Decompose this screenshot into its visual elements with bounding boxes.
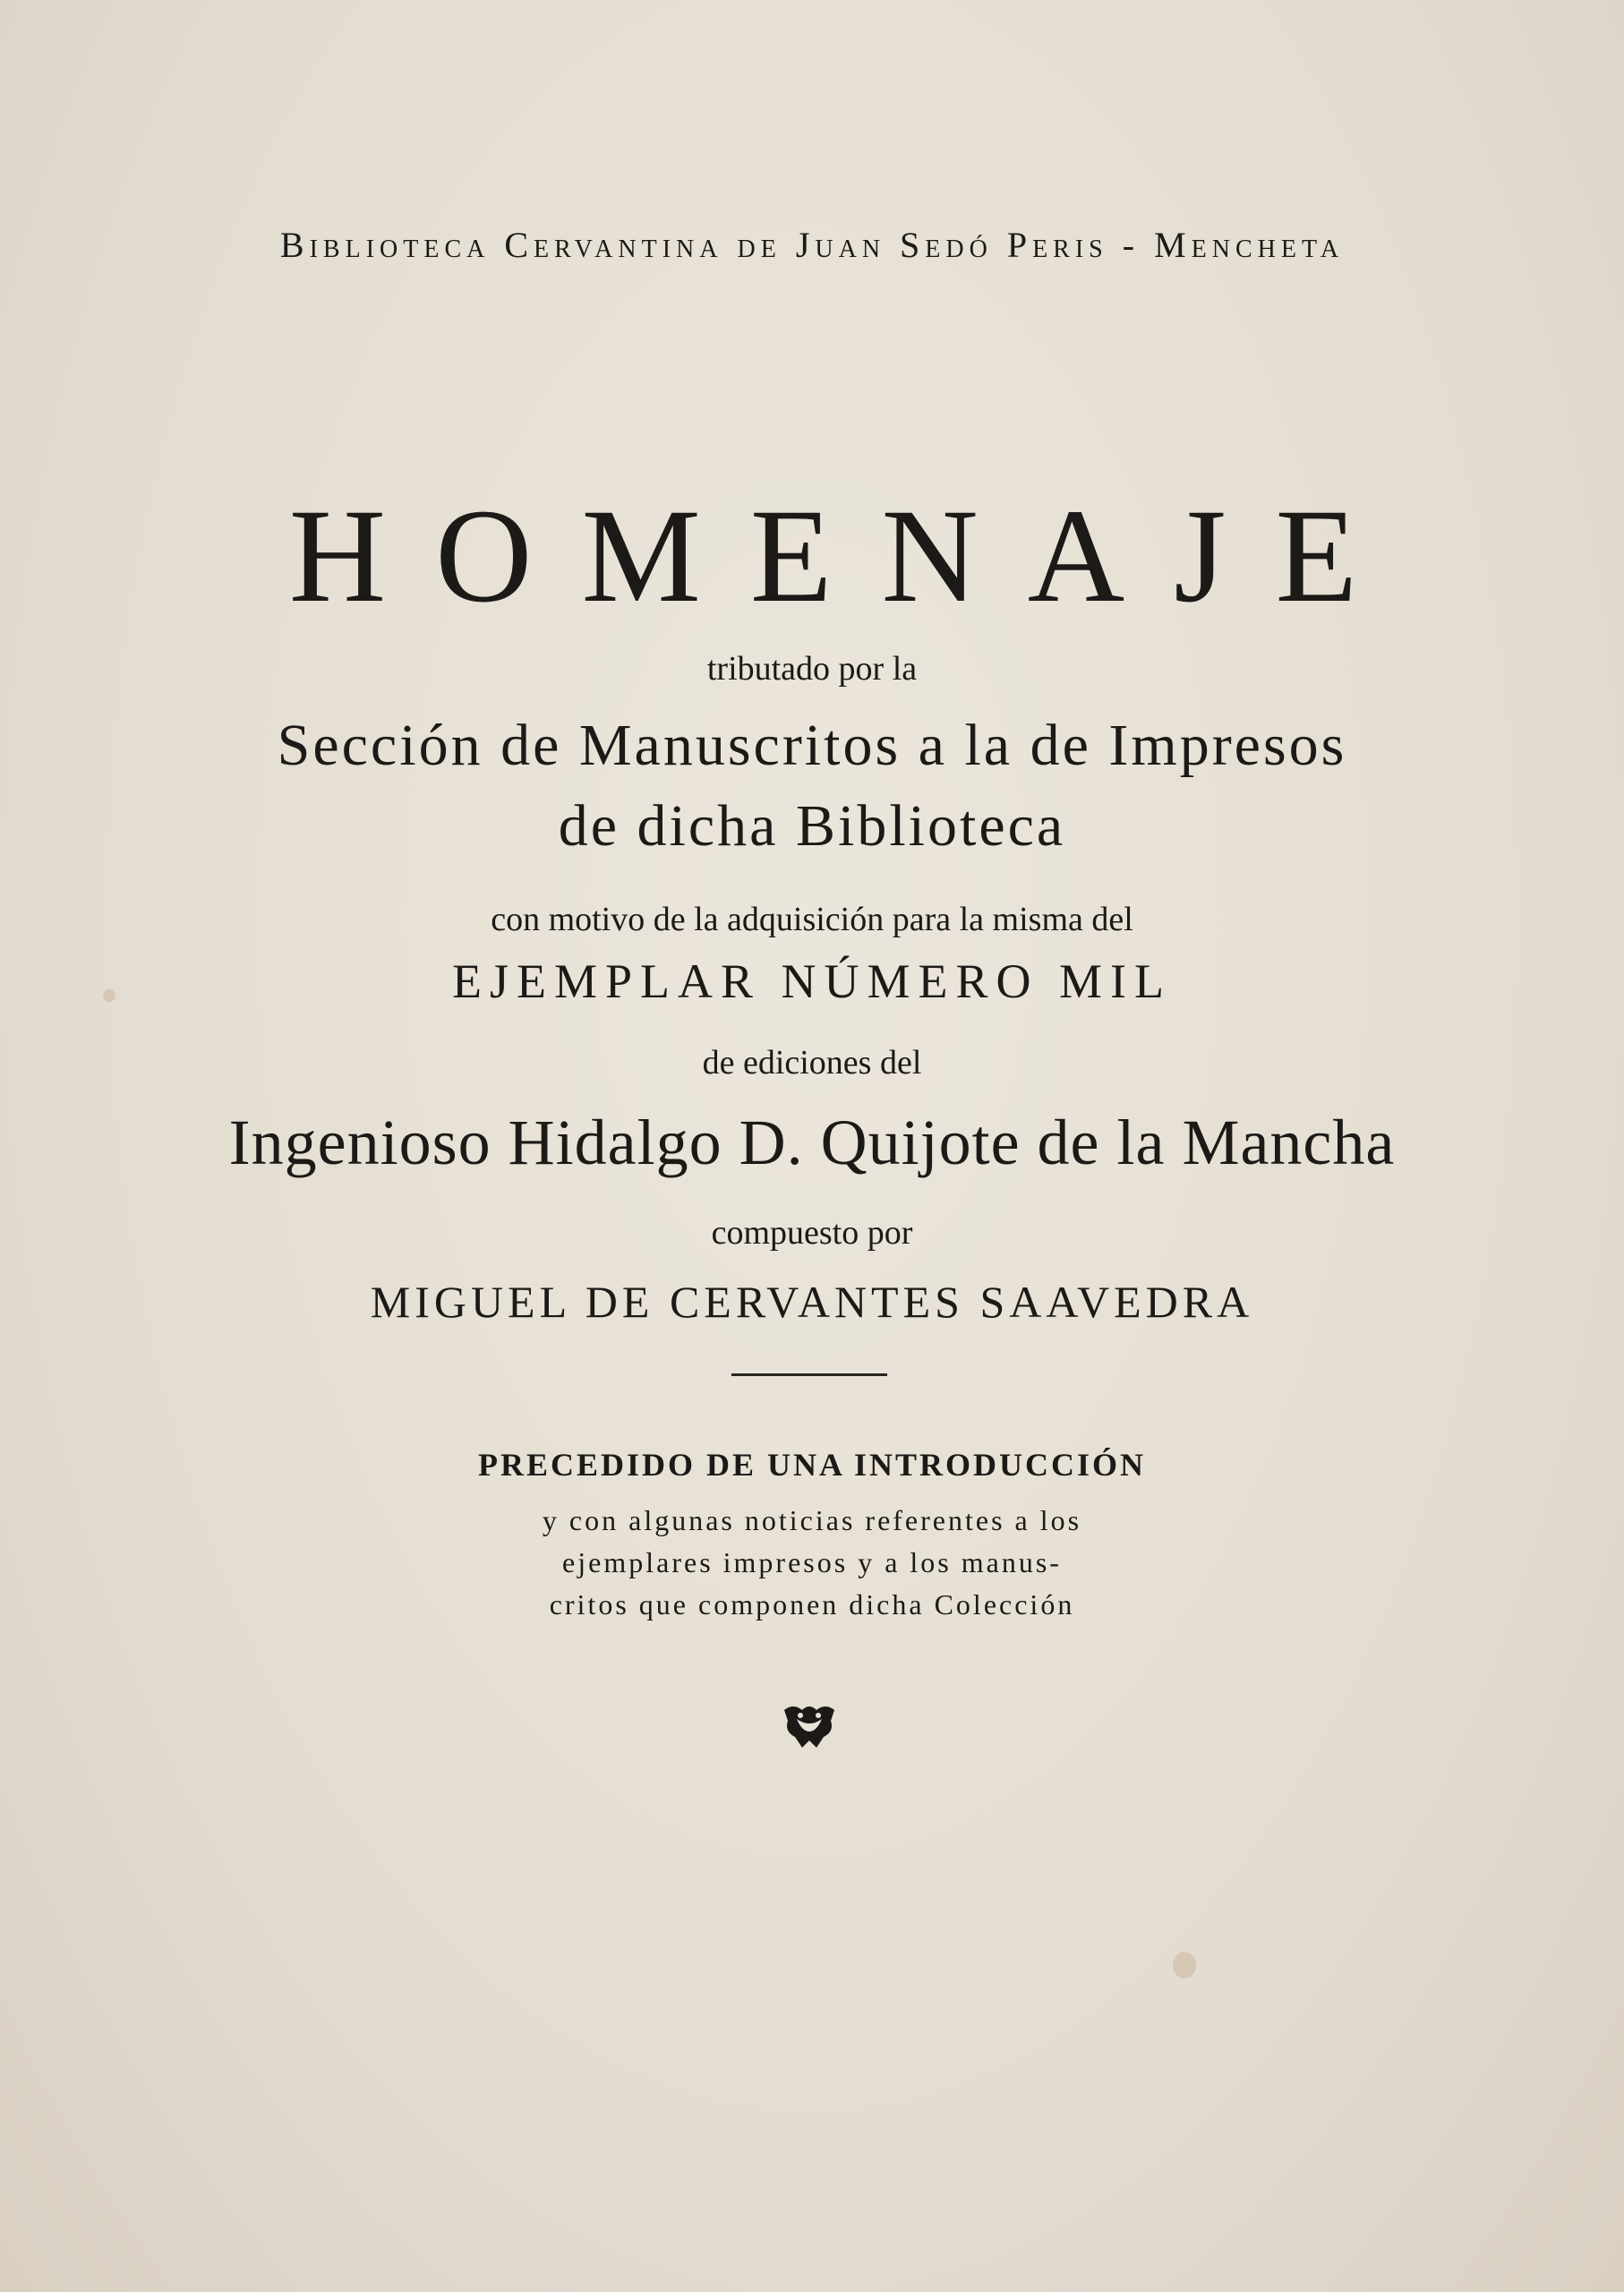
work-title: Ingenioso Hidalgo D. Quijote de la Mancha: [228, 1107, 1396, 1178]
intro-line: y con algunas noticias referentes a los: [542, 1504, 1082, 1536]
intro-line: ejemplares impresos y a los manus-: [562, 1546, 1062, 1578]
subtitle-seccion-line-1: Sección de Manuscritos a la de Impresos: [277, 713, 1347, 778]
main-title: HOMENAJE: [288, 482, 1407, 630]
subtitle-seccion-line-2: de dicha Biblioteca: [558, 793, 1066, 859]
intro-line: critos que componen dicha Colección: [549, 1588, 1075, 1621]
subtitle-ediciones: de ediciones del: [702, 1044, 922, 1082]
subtitle-ejemplar: EJEMPLAR NÚMERO MIL: [451, 954, 1173, 1008]
subtitle-motivo: con motivo de la adquisición para la misma del: [491, 901, 1133, 938]
paper-stain: [1173, 1952, 1196, 1979]
author-name: MIGUEL DE CERVANTES SAAVEDRA: [370, 1277, 1254, 1327]
subtitle-tributado: tributado por la: [706, 650, 918, 688]
library-header: Biblioteca Cervantina de Juan Sedó Peris - Mencheta: [279, 225, 1345, 265]
intro-heading: PRECEDIDO DE UNA INTRODUCCIÓN: [477, 1447, 1147, 1483]
subtitle-compuesto: compuesto por: [711, 1214, 913, 1252]
divider-rule: [731, 1373, 887, 1376]
printers-fleuron-icon: [781, 1701, 838, 1755]
